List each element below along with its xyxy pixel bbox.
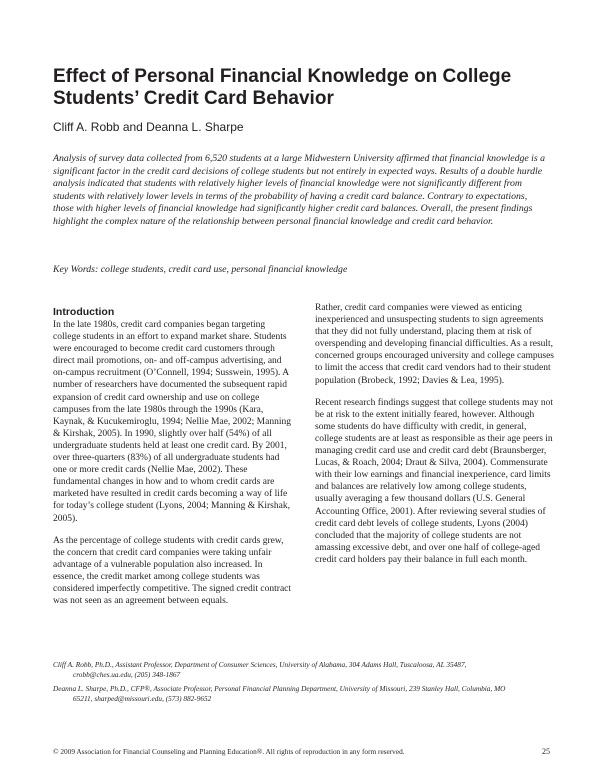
footnote-sharpe-line-2: 65211, sharped@missouri.edu, (573) 882-9652 [73,694,212,704]
introduction-heading: Introduction [53,306,115,318]
author-footnotes [53,660,553,708]
keywords: Key Words: college students, credit card use, personal financial knowledge [53,264,348,275]
article-title [53,66,553,110]
footnote-robb-line-2: crobb@ches.ua.edu, (205) 348-1867 [73,670,181,680]
title-line-2: Students’ Credit Card Behavior [53,88,334,109]
copyright-notice: © 2009 Association for Financial Counseling and Planning Education®. All rights of reproduction in any form reserved. [53,747,405,756]
left-column [53,306,293,617]
footnote-sharpe-line-1: Deanna L. Sharpe, Ph.D., CFP®, Associate Professor, Personal Financial Planning Department, University of Missouri, 239 Stanley Hall, Columbia, MO [53,683,506,693]
body-paragraph: As the percentage of college students with credit cards grew, the concern that credit card companies were taking unfair advantage of a vulnerable population also increased. In essence, the credit market among college students was considered imperfectly competitive. The signed credit contract was not seen as an agreement between equals. [53,535,292,607]
abstract: Analysis of survey data collected from 6,520 students at a large Midwestern University affirmed that financial knowledge is a significant factor in the credit card decisions of college students but not entirely in expected ways. Results of a double hurdle analysis indicated that students with relatively higher levels of financial knowledge were not significantly different from students with relatively lower levels in terms of the probability of having a credit card balance. Contrary to expectations, those with higher levels of financial knowledge had significantly higher credit card balances. Overall, the present findings highlight the complex nature of the relationship between personal financial knowledge and credit card behavior. [53,153,546,227]
footnote-robb-line-1: Cliff A. Robb, Ph.D., Assistant Professor, Department of Consumer Sciences, University of Alabama, 304 Adams Hall, Tuscaloosa, AL 35487, [53,660,467,669]
page-number: 25 [542,747,550,756]
right-column [315,302,555,576]
author-list: Cliff A. Robb and Deanna L. Sharpe [53,120,244,134]
body-paragraph: Recent research findings suggest that college students may not be at risk to the extent initially feared, however. Although some students do have difficulty with credit, in general, college students are at least as responsible as their age peers in managing credit card use and credit card debt (Braunsberger, Lucas, & Roach, 2004; Draut & Silva, 2004). Commensurate with their low earnings and financial inexperience, card limits and balances are relatively low among college students, usually averaging a few thousand dollars (U.S. General Accounting Office, 2001). After reviewing several studies of credit card debt levels of college students, Lyons (2004) concluded that the majority of college students are not amassing excessive debt, and over one half of college-aged credit card holders pay their balance in full each month. [315,397,553,565]
footnote-robb [53,660,553,681]
body-paragraph: Rather, credit card companies were viewed as enticing inexperienced and unsuspecting students to sign agreements that they did not fully understand, placing them at risk of overspending and developing financial difficulties. As a result, concerned groups encouraged university and college campuses to limit the access that credit card vendors had to their student population (Brobeck, 1992; Davies & Lea, 1995). [315,303,554,386]
body-paragraph: In the late 1980s, credit card companies began targeting college students in an effort to expand market share. Students were encouraged to become credit card customers through direct mail promotions, on- and off-campus advertising, and on-campus recruitment (O’Connell, 1994; Susswein, 1995). A number of researchers have documented the subsequent rapid expansion of credit card ownership and use on college campuses from the late 1980s through the 1990s (Kara, Kaynak, & Kucukemiroglu, 1994; Nellie Mae, 2002; Manning & Kirshak, 2005). In 1990, slightly over half (54%) of all undergraduate students held at least one credit card. By 2001, over three-quarters (83%) of all undergraduate students had one or more credit cards (Nellie Mae, 2002). These fundamental changes in how and to whom credit cards are marketed have resulted in credit cards becoming a way of life for today’s college student (Lyons, 2004; Manning & Kirshak, 2005). [53,320,291,524]
title-line-1: Effect of Personal Financial Knowledge on College [53,66,512,87]
footnote-sharpe [53,684,553,705]
